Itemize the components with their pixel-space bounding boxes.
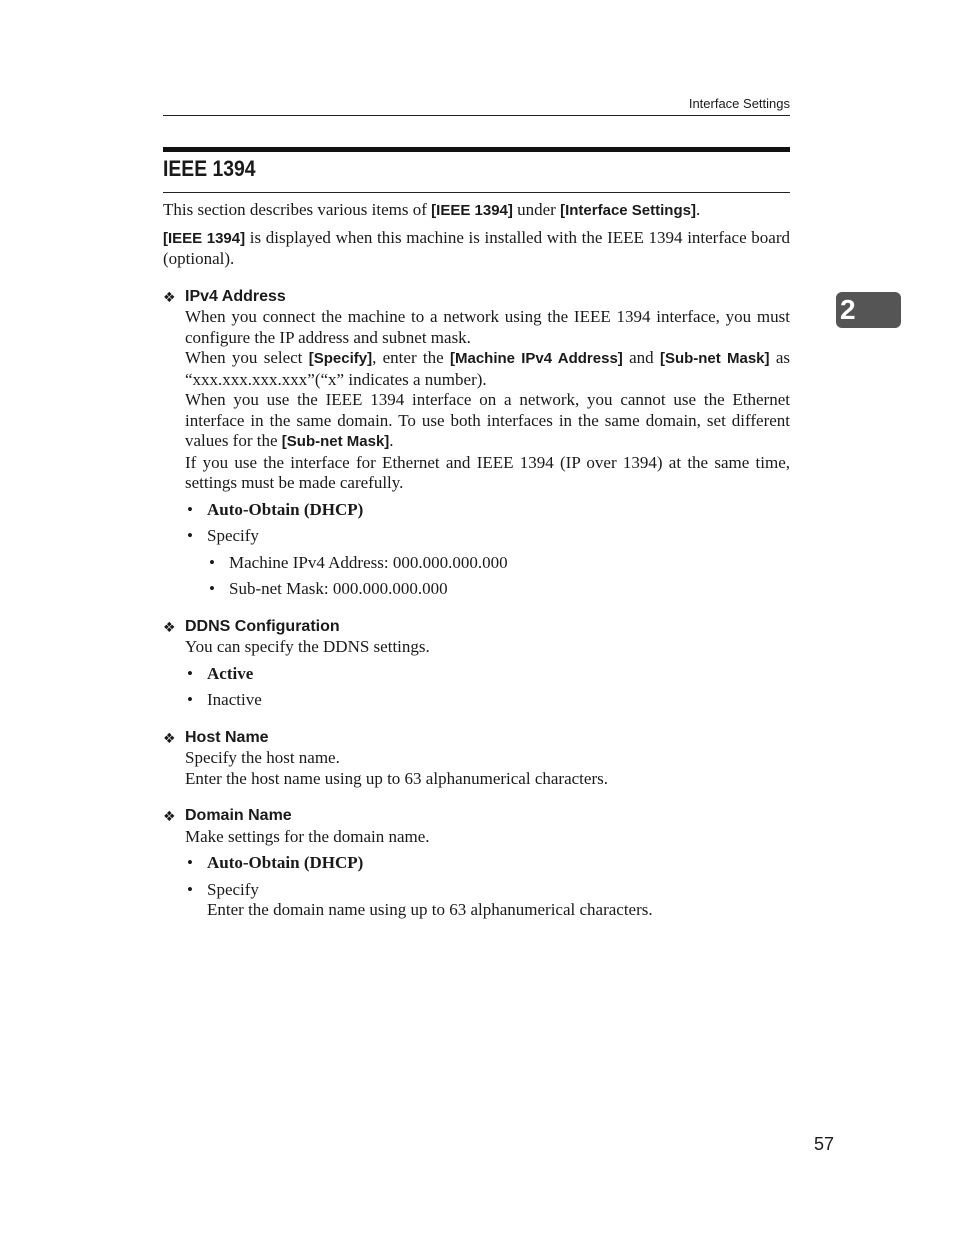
section-heading-ddns	[163, 617, 790, 638]
list-item	[185, 880, 790, 921]
key-specify: [Specify]	[308, 350, 373, 367]
option-note: Enter the domain name using up to 63 alphanumerical characters.	[207, 900, 653, 919]
section-body-ipv4	[163, 307, 790, 494]
text: as “xxx.xxx.xxx.xxx”(“x” indicates a number).	[185, 348, 790, 389]
bullet-icon: •	[209, 579, 215, 598]
bullet-icon: •	[187, 690, 193, 709]
ipv4-options	[163, 500, 790, 600]
list-item	[207, 553, 790, 574]
option-default: Auto-Obtain (DHCP)	[207, 499, 364, 519]
intro-paragraph-1	[163, 200, 790, 222]
ipv4-paragraph-4: If you use the interface for Ethernet and IEEE 1394 (IP over 1394) at the same time, settings must be made carefully.	[185, 452, 790, 492]
title-rule-bottom	[163, 192, 790, 193]
section-heading-domain-name	[163, 806, 790, 827]
text: , enter the	[372, 348, 450, 367]
heading-text: Host Name	[185, 728, 269, 746]
bullet-icon: •	[187, 526, 193, 545]
page-number: 57	[813, 1134, 834, 1154]
title-rule-top	[163, 147, 790, 152]
bullet-icon: •	[209, 552, 215, 572]
host-paragraph-2: Enter the host name using up to 63 alphanumerical characters.	[185, 768, 608, 788]
section-body-ddns	[163, 637, 790, 658]
option-default: Active	[207, 663, 254, 683]
page-title: IEEE 1394	[163, 156, 256, 181]
list-item	[185, 853, 790, 874]
key-ieee1394: [IEEE 1394]	[163, 229, 246, 247]
bullet-icon: •	[187, 853, 193, 872]
ipv4-specify-suboptions	[207, 553, 790, 600]
heading-text: IPv4 Address	[185, 287, 286, 305]
diamond-bullet-icon: ❖	[163, 808, 176, 824]
bullet-icon: •	[187, 499, 193, 519]
bullet-icon: •	[187, 879, 193, 899]
ddns-options	[163, 664, 790, 711]
heading-text: DDNS Configuration	[185, 617, 340, 635]
option-text: Machine IPv4 Address: 000.000.000.000	[229, 552, 508, 572]
heading-text: Domain Name	[185, 807, 292, 824]
diamond-bullet-icon: ❖	[163, 729, 176, 746]
section-heading-host-name	[163, 728, 790, 749]
key-subnet-mask: [Sub-net Mask]	[281, 433, 390, 450]
option-text: Sub-net Mask: 000.000.000.000	[229, 579, 448, 598]
text: When you select	[185, 348, 309, 367]
text: When you use the IEEE 1394 interface on a network, you cannot use the Ethernet interface in the same domain. To use both interfaces in the same domain, set different values for the	[185, 390, 790, 450]
list-item	[207, 579, 790, 600]
key-subnet-mask: [Sub-net Mask]	[659, 350, 770, 367]
domain-options	[163, 853, 790, 921]
option-default: Auto-Obtain (DHCP)	[207, 853, 364, 872]
ipv4-paragraph-1: When you connect the machine to a network using the IEEE 1394 interface, you must configure the IP address and subnet mask.	[185, 307, 790, 347]
diamond-bullet-icon: ❖	[163, 288, 176, 305]
key-machine-ipv4-address: [Machine IPv4 Address]	[450, 350, 623, 367]
ipv4-paragraph-2	[185, 348, 790, 390]
list-item	[185, 664, 790, 685]
text: .	[389, 431, 394, 450]
key-ieee1394: [IEEE 1394]	[431, 202, 513, 219]
header-rule	[163, 115, 790, 116]
section-body-domain-name	[163, 827, 790, 848]
option-text: Inactive	[207, 690, 262, 709]
section-heading-ipv4	[163, 287, 790, 308]
list-item	[185, 526, 790, 600]
page-content	[163, 200, 790, 927]
bullet-icon: •	[187, 663, 193, 683]
text: .	[695, 200, 701, 219]
text: and	[622, 348, 660, 367]
option-text: Specify	[207, 526, 259, 545]
list-item	[185, 690, 790, 711]
host-paragraph-1: Specify the host name.	[185, 748, 340, 767]
ipv4-paragraph-3	[185, 390, 790, 453]
ddns-paragraph-1: You can specify the DDNS settings.	[185, 637, 430, 656]
option-text: Specify	[207, 879, 259, 899]
running-header: Interface Settings	[688, 96, 790, 111]
text: under	[512, 200, 561, 219]
text: is displayed when this machine is installed with the IEEE 1394 interface board (optional).	[163, 227, 791, 268]
diamond-bullet-icon: ❖	[163, 618, 176, 635]
section-body-host-name	[163, 748, 790, 789]
list-item	[185, 500, 790, 521]
intro-paragraph-2	[163, 228, 790, 270]
key-interface-settings: [Interface Settings]	[560, 202, 696, 219]
text: This section describes various items of	[163, 200, 432, 219]
chapter-tab: 2	[836, 292, 901, 328]
domain-paragraph-1: Make settings for the domain name.	[185, 826, 430, 846]
